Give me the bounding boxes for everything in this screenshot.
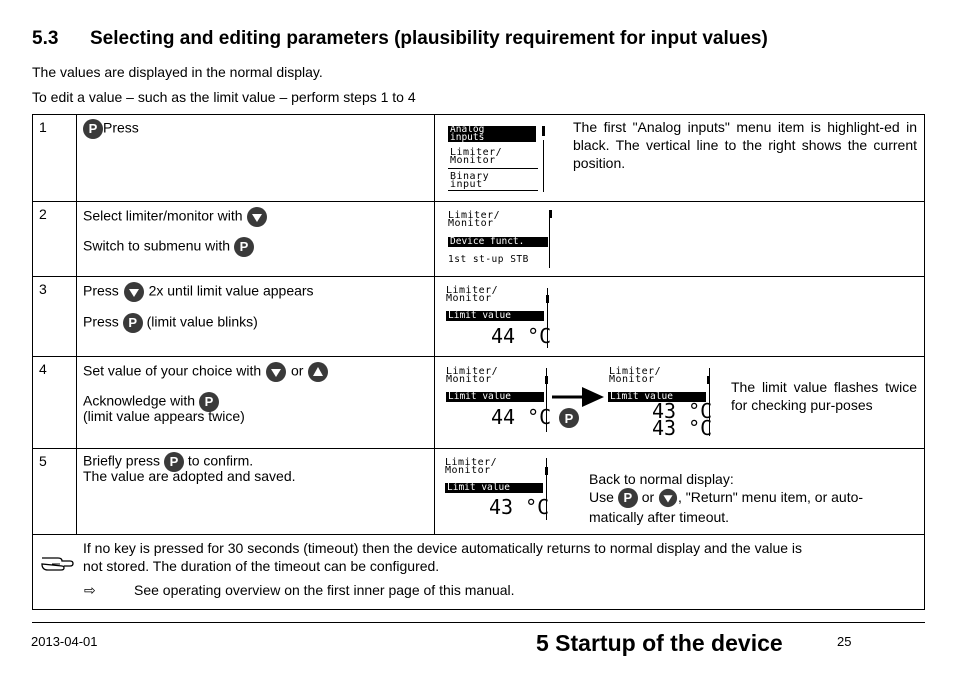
down-key-icon	[123, 281, 145, 303]
p-key-icon: P	[199, 392, 219, 412]
lcd-item-limiter: Limiter/	[450, 147, 503, 158]
step-1-number: 1	[39, 119, 47, 135]
step-3-line-1: Press 2x until limit value appears	[83, 281, 314, 303]
lcd-item-binary: Binary	[450, 171, 490, 182]
step-1-description: The first "Analog inputs" menu item is highlight-ed in black. The vertical line to the right shows the current position.	[573, 119, 917, 171]
p-key-icon: P	[564, 411, 574, 426]
step-5-line-1: Briefly press P to confirm.	[83, 452, 253, 472]
lcd-item-monitor: Monitor	[450, 155, 496, 166]
lcd-item-analog: Analog	[450, 124, 485, 135]
note-reference: See operating overview on the first inner page of this manual.	[134, 582, 515, 598]
section-title: Selecting and editing parameters (plausibility requirement for input values)	[90, 28, 768, 49]
p-key-icon: P	[123, 313, 143, 333]
arrow-ref-icon: ⇨	[84, 582, 96, 598]
step-4-line-3: (limit value appears twice)	[83, 408, 245, 424]
p-key-icon: P	[618, 488, 638, 508]
down-key-icon	[658, 488, 678, 508]
footer-chapter-title: 5 Startup of the device	[536, 630, 783, 656]
step-5-line-2: The value are adopted and saved.	[83, 468, 296, 484]
note-text: If no key is pressed for 30 seconds (timeout) then the device automatically returns to normal display and the value is not stored. The duration of the timeout can be configured.	[83, 540, 803, 574]
up-key-icon	[307, 361, 329, 383]
step-4-line-1: Set value of your choice with or	[83, 361, 329, 383]
section-number: 5.3	[32, 28, 59, 49]
step-4-line-2: Acknowledge with P	[83, 392, 219, 412]
p-key-icon: P	[83, 119, 103, 139]
p-key-icon: P	[234, 237, 254, 257]
pointing-hand-icon	[40, 552, 76, 572]
p-key-icon: P	[164, 452, 184, 472]
step-2-number: 2	[39, 206, 47, 222]
footer-date: 2013-04-01	[31, 634, 98, 649]
page-number: 25	[837, 634, 852, 649]
step-3-line-2: Press P (limit value blinks)	[83, 313, 258, 333]
lcd-item-input: input	[450, 179, 483, 190]
lcd-device-function: Device funct.	[448, 237, 548, 247]
step-5-number: 5	[39, 453, 47, 469]
step-2-line-2: Switch to submenu with P	[83, 237, 254, 257]
down-key-icon	[265, 361, 287, 383]
step-4-description: The limit value flashes twice for checking pur-poses	[731, 379, 917, 413]
step-4-number: 4	[39, 361, 47, 377]
intro-line-2: To edit a value – such as the limit value – perform steps 1 to 4	[32, 89, 416, 105]
step-2-line-1: Select limiter/monitor with	[83, 206, 268, 228]
down-key-icon	[246, 206, 268, 228]
intro-line-1: The values are displayed in the normal display.	[32, 64, 323, 80]
lcd-value-44: 44 °C	[491, 324, 552, 348]
lcd-first-startup: 1st st-up STB	[448, 254, 529, 265]
arrow-right-icon	[552, 384, 608, 428]
lcd-item-inputs: inputs	[450, 132, 485, 143]
footer-rule	[32, 622, 925, 623]
lcd-limit-value-label: Limit value	[446, 311, 544, 321]
step-3-number: 3	[39, 281, 47, 297]
step-5-description: Back to normal display: Use P or , "Return" menu item, or auto- matically after timeout.	[589, 471, 864, 526]
step-1-text: P Press	[83, 119, 139, 139]
